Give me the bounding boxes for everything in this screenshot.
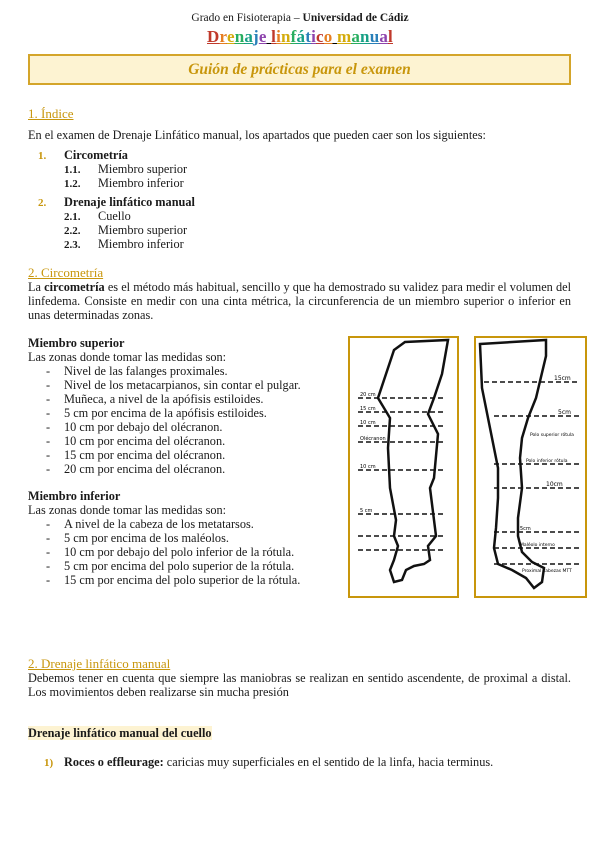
leg-label: Polo superior rótula (530, 433, 574, 438)
title-char: a (351, 27, 361, 46)
leg-label: 5cm (520, 526, 531, 532)
title-char: D (207, 27, 220, 46)
university-text: Universidad de Cádiz (302, 12, 409, 24)
dash-icon: - (46, 364, 51, 378)
list-item: - A nivel de la cabeza de los metatarsos. (46, 517, 254, 531)
dash-icon: - (46, 378, 51, 392)
lower-limb-title: Miembro inferior (28, 489, 121, 503)
lower-limb-intro: Las zonas donde tomar las medidas son: (28, 503, 227, 517)
title-char: a (244, 27, 254, 46)
lower-limb-list (46, 517, 300, 587)
list-item: - 10 cm por encima del olécranon. (46, 434, 226, 448)
leg-label: 10cm (546, 481, 563, 488)
arm-label: 10 cm (360, 420, 376, 426)
index-label: Circometría (64, 148, 128, 162)
title-char: n (281, 27, 291, 46)
list-item: - Muñeca, a nivel de la apófisis estiloides. (46, 392, 264, 406)
list-item: - 10 cm por debajo del polo inferior de la rótula. (46, 545, 295, 559)
title-char: r (219, 27, 227, 46)
index-subitem: 2.2. Miembro superior (64, 223, 188, 237)
list-item: - 10 cm por debajo del olécranon. (46, 420, 223, 434)
arm-figure (348, 336, 459, 598)
index-item-1 (38, 148, 128, 163)
title-char: i (276, 27, 281, 46)
dash-icon: - (46, 392, 51, 406)
list-item: - 15 cm por encima del olécranon. (46, 448, 226, 462)
neck-title: Drenaje linfático manual del cuello (28, 726, 212, 740)
index-item-2 (38, 195, 195, 210)
index-subitem: 2.1. Cuello (64, 209, 131, 223)
list-item: - 5 cm por encima de los maléolos. (46, 531, 229, 545)
dash-icon: - (46, 462, 51, 476)
header-line (0, 12, 600, 24)
degree-text: Grado en Fisioterapia – (191, 12, 303, 24)
leg-label: Polo inferior rótula (526, 459, 568, 464)
title-char: o (323, 27, 333, 46)
neck-step-1: 1) Roces o effleurage: caricias muy superficiales en el sentido de la linfa, hacia terminus. (44, 755, 494, 769)
leg-figure (474, 336, 587, 598)
circometria-paragraph: La circometría es el método más habitual, sencillo y que ha demostrado su validez para medir el volumen del linfedema. Consiste en medir con una cinta métrica, la circunferencia de un miembro superior o inferior en unas determinadas zonas. (28, 280, 571, 322)
title-char: a (379, 27, 389, 46)
indice-intro: En el examen de Drenaje Linfático manual, los apartados que pueden caer son los siguientes: (28, 128, 486, 142)
index-subitem: 1.1. Miembro superior (64, 162, 188, 176)
section-heading-circometria: 2. Circometría (28, 265, 104, 280)
title-char: j (253, 27, 259, 46)
title-char: á (296, 27, 306, 46)
upper-limb-list (46, 364, 301, 476)
list-item: - Nivel de las falanges proximales. (46, 364, 228, 378)
list-item: - 20 cm por encima del olécranon. (46, 462, 226, 476)
title-char: e (258, 27, 267, 46)
dash-icon: - (46, 531, 51, 545)
title-char: c (316, 27, 324, 46)
leg-label: Maléolo interno (520, 543, 555, 548)
index-num: 2. (38, 197, 47, 209)
list-item: - 5 cm por encima del polo superior de la rótula. (46, 559, 295, 573)
dash-icon: - (46, 573, 51, 587)
dash-icon: - (46, 420, 51, 434)
upper-limb-title: Miembro superior (28, 336, 125, 350)
title-char: t (305, 27, 312, 46)
arm-outline-icon (350, 338, 457, 596)
banner: Guión de prácticas para el examen (28, 54, 571, 85)
dash-icon: - (46, 448, 51, 462)
document-title-text (207, 27, 393, 46)
index-label: Drenaje linfático manual (64, 195, 195, 209)
list-item: - 15 cm por encima del polo superior de la rótula. (46, 573, 301, 587)
arm-label: 15 cm (360, 406, 376, 412)
title-char: n (234, 27, 245, 46)
leg-outline-icon (476, 338, 585, 596)
leg-label: 5cm (558, 409, 571, 416)
title-char: l (388, 27, 393, 46)
index-subitem: 1.2. Miembro inferior (64, 176, 184, 190)
dash-icon: - (46, 559, 51, 573)
index-num: 1. (38, 150, 47, 162)
list-item: - Nivel de los metacarpianos, sin contar el pulgar. (46, 378, 301, 392)
dash-icon: - (46, 406, 51, 420)
title-char: f (290, 27, 297, 46)
drenaje-paragraph: Debemos tener en cuenta que siempre las maniobras se realizan en sentido ascendente, de proximal a distal. Los movimientos deben realizarse sin mucha presión (28, 671, 571, 699)
dash-icon: - (46, 545, 51, 559)
arm-label: Olécranon (360, 436, 386, 442)
title-char: u (369, 27, 380, 46)
section-heading-drenaje: 2. Drenaje linfático manual (28, 656, 171, 671)
dash-icon: - (46, 434, 51, 448)
leg-label: Proximal cabezas MTT (522, 569, 572, 574)
document-title (0, 27, 600, 47)
leg-label: 15cm (554, 375, 571, 382)
title-char: l (271, 27, 277, 46)
title-char: m (336, 27, 352, 46)
arm-label: 5 cm (360, 508, 373, 514)
title-char: n (360, 27, 370, 46)
dash-icon: - (46, 517, 51, 531)
upper-limb-intro: Las zonas donde tomar las medidas son: (28, 350, 227, 364)
arm-label: 20 cm (360, 392, 376, 398)
title-char: e (226, 27, 235, 46)
section-heading-indice: 1. Índice (28, 106, 74, 121)
index-subitem: 2.3. Miembro inferior (64, 237, 184, 251)
title-char: i (311, 27, 317, 46)
list-item: - 5 cm por encima de la apófisis estiloides. (46, 406, 267, 420)
arm-label: 10 cm (360, 464, 376, 470)
